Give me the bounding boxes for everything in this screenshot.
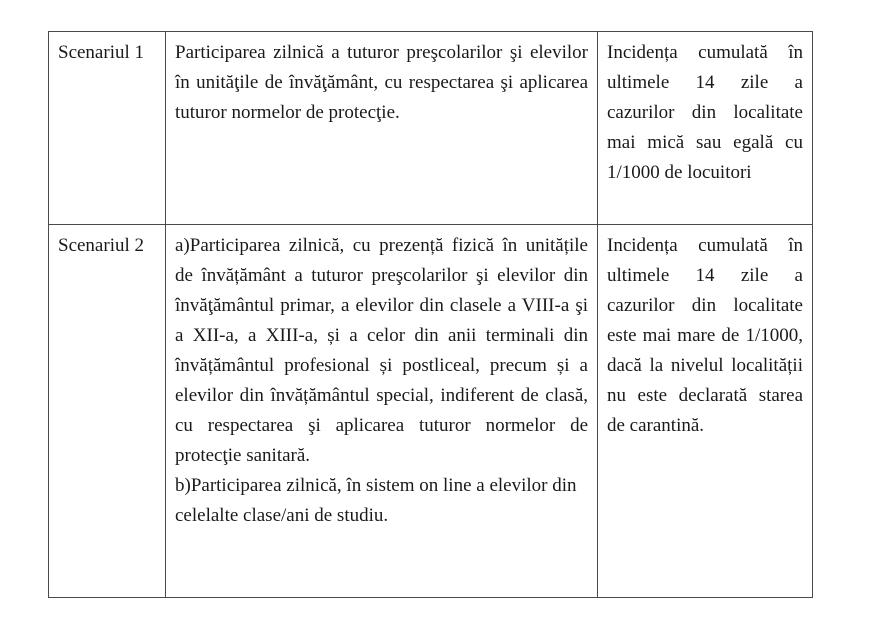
- scenario-description-cell: [166, 225, 598, 598]
- table-row: [49, 32, 813, 225]
- table-row: [49, 225, 813, 598]
- scenario-label-cell: Scenariul 1: [49, 32, 166, 225]
- clipped-top-text-line: [0, 0, 870, 3]
- scenario-description-cell: Participarea zilnică a tuturor preşcolarilor şi elevilor în unităţile de învăţământ, cu respectarea şi aplicarea tuturor normelor de protecţie.: [166, 32, 598, 225]
- scenarios-table: [48, 31, 813, 598]
- scenario-label-cell: Scenariul 2: [49, 225, 166, 598]
- scenario-description-paragraph-b: b)Participarea zilnică, în sistem on line a elevilor din celelalte clase/ani de studiu.: [175, 475, 577, 526]
- scenario-criteria-cell: Incidența cumulată în ultimele 14 zile a cazurilor din localitate mai mică sau egală cu 1/1000 de locuitori: [598, 32, 813, 225]
- scenario-description-paragraph-a: a)Participarea zilnică, cu prezență fizică în unitățile de învățământ a tuturor preşcolarilor şi elevilor din învăţământul primar, a elevilor din clasele a VIII-a şi a XII-a, a XIII-a, și a celor din anii terminali din învățământul profesional și postliceal, precum și a elevilor din învățământul special, indiferent de clasă, cu respectarea şi aplicarea tuturor normelor de protecţie sanitară.: [175, 235, 588, 466]
- scenario-criteria-cell: Incidența cumulată în ultimele 14 zile a cazurilor din localitate este mai mare de 1/1000, dacă la nivelul localității nu este declarată starea de carantină.: [598, 225, 813, 598]
